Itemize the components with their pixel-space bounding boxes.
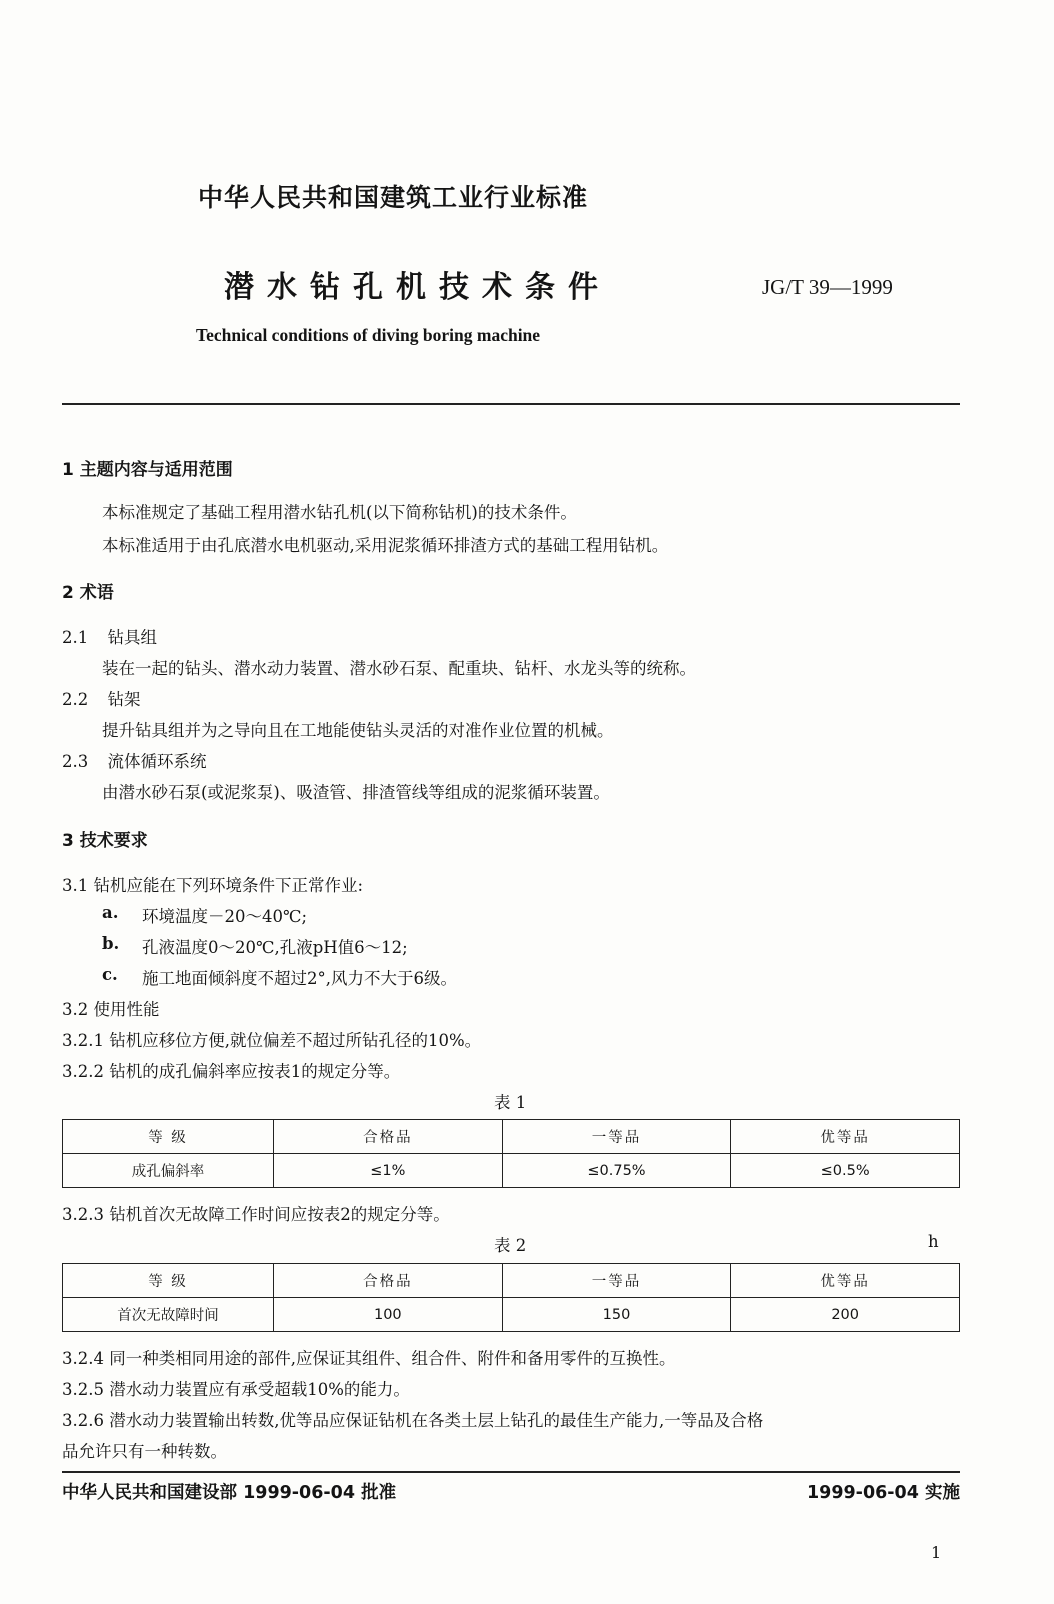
clause-3-2-1: 3.2.1 钻机应移位方便,就位偏差不超过所钻孔径的10%。 [62,1031,482,1050]
term-2-2-number: 2.2 [62,690,89,709]
table-1 [62,1119,960,1188]
item-a-label: a. [102,903,119,922]
table-2-unit: h [928,1232,939,1251]
table-cell: 合格品 [274,1120,503,1154]
table-cell: 等 级 [63,1120,274,1154]
table-row [63,1298,960,1332]
approval-line: 中华人民共和国建设部 1999-06-04 批准 [62,1483,397,1503]
clause-3-2-2: 3.2.2 钻机的成孔偏斜率应按表1的规定分等。 [62,1062,401,1081]
table-cell: 优等品 [731,1264,960,1298]
table-cell: ≤0.5% [731,1154,960,1188]
term-2-2-definition: 提升钻具组并为之导向且在工地能使钻头灵活的对准作业位置的机械。 [102,721,614,740]
table-2-caption: 表 2 [494,1236,527,1255]
table-row [63,1154,960,1188]
term-2-3-number: 2.3 [62,752,89,771]
clause-3-2-6: 3.2.6 潜水动力装置输出转数,优等品应保证钻机在各类土层上钻孔的最佳生产能力,一等品及合格 [62,1411,764,1430]
section-1-heading: 1 主题内容与适用范围 [62,460,233,480]
section-1-paragraph-1: 本标准规定了基础工程用潜水钻孔机(以下简称钻机)的技术条件。 [102,503,577,522]
table-cell: 优等品 [731,1120,960,1154]
table-2 [62,1263,960,1332]
item-c-text: 施工地面倾斜度不超过2°,风力不大于6级。 [142,969,457,988]
implementation-line: 1999-06-04 实施 [806,1483,960,1503]
table-1-header-row [63,1120,960,1154]
clause-3-2-6-continued: 品允许只有一种转数。 [62,1442,227,1461]
item-b-label: b. [102,934,120,953]
table-cell: 等 级 [63,1264,274,1298]
header-divider [62,403,960,405]
term-2-1-definition: 装在一起的钻头、潜水动力装置、潜水砂石泵、配重块、钻杆、水龙头等的统称。 [102,659,696,678]
clause-3-1: 3.1 钻机应能在下列环境条件下正常作业: [62,876,364,895]
table-cell: 一等品 [502,1120,731,1154]
table-cell: 200 [731,1298,960,1332]
document-title: 潜水钻孔机技术条件 [224,270,611,305]
term-2-2-name: 钻架 [107,690,141,709]
table-cell: 150 [502,1298,731,1332]
term-2-1-number: 2.1 [62,628,89,647]
table-cell: 100 [274,1298,503,1332]
clause-3-2-5: 3.2.5 潜水动力装置应有承受超载10%的能力。 [62,1380,410,1399]
term-2-1 [62,624,157,648]
term-2-3-definition: 由潜水砂石泵(或泥浆泵)、吸渣管、排渣管线等组成的泥浆循环装置。 [102,783,610,802]
clause-3-2-4: 3.2.4 同一种类相同用途的部件,应保证其组件、组合件、附件和备用零件的互换性。 [62,1349,676,1368]
page-number: 1 [931,1543,942,1562]
table-1-caption: 表 1 [494,1093,527,1112]
item-a-text: 环境温度－20～40℃; [142,907,308,926]
footer-divider [62,1471,960,1473]
table-cell: 合格品 [274,1264,503,1298]
term-2-3 [62,748,207,772]
table-cell: ≤0.75% [502,1154,731,1188]
section-3-heading: 3 技术要求 [62,831,148,851]
term-2-3-name: 流体循环系统 [107,752,207,771]
term-2-2 [62,686,141,710]
standard-code: JG/T 39—1999 [762,275,893,299]
issuing-org: 中华人民共和国建筑工业行业标准 [198,183,589,212]
item-c-label: c. [102,965,118,984]
table-2-header-row [63,1264,960,1298]
table-cell: 成孔偏斜率 [63,1154,274,1188]
term-2-1-name: 钻具组 [107,628,157,647]
item-b-text: 孔液温度0～20℃,孔液pH值6～12; [142,938,408,957]
table-cell: 一等品 [502,1264,731,1298]
clause-3-2: 3.2 使用性能 [62,1000,160,1019]
section-1-paragraph-2: 本标准适用于由孔底潜水电机驱动,采用泥浆循环排渣方式的基础工程用钻机。 [102,536,669,555]
table-cell: 首次无故障时间 [63,1298,274,1332]
clause-3-2-3: 3.2.3 钻机首次无故障工作时间应按表2的规定分等。 [62,1205,450,1224]
table-cell: ≤1% [274,1154,503,1188]
english-title: Technical conditions of diving boring machine [196,325,541,345]
section-2-heading: 2 术语 [62,583,114,603]
